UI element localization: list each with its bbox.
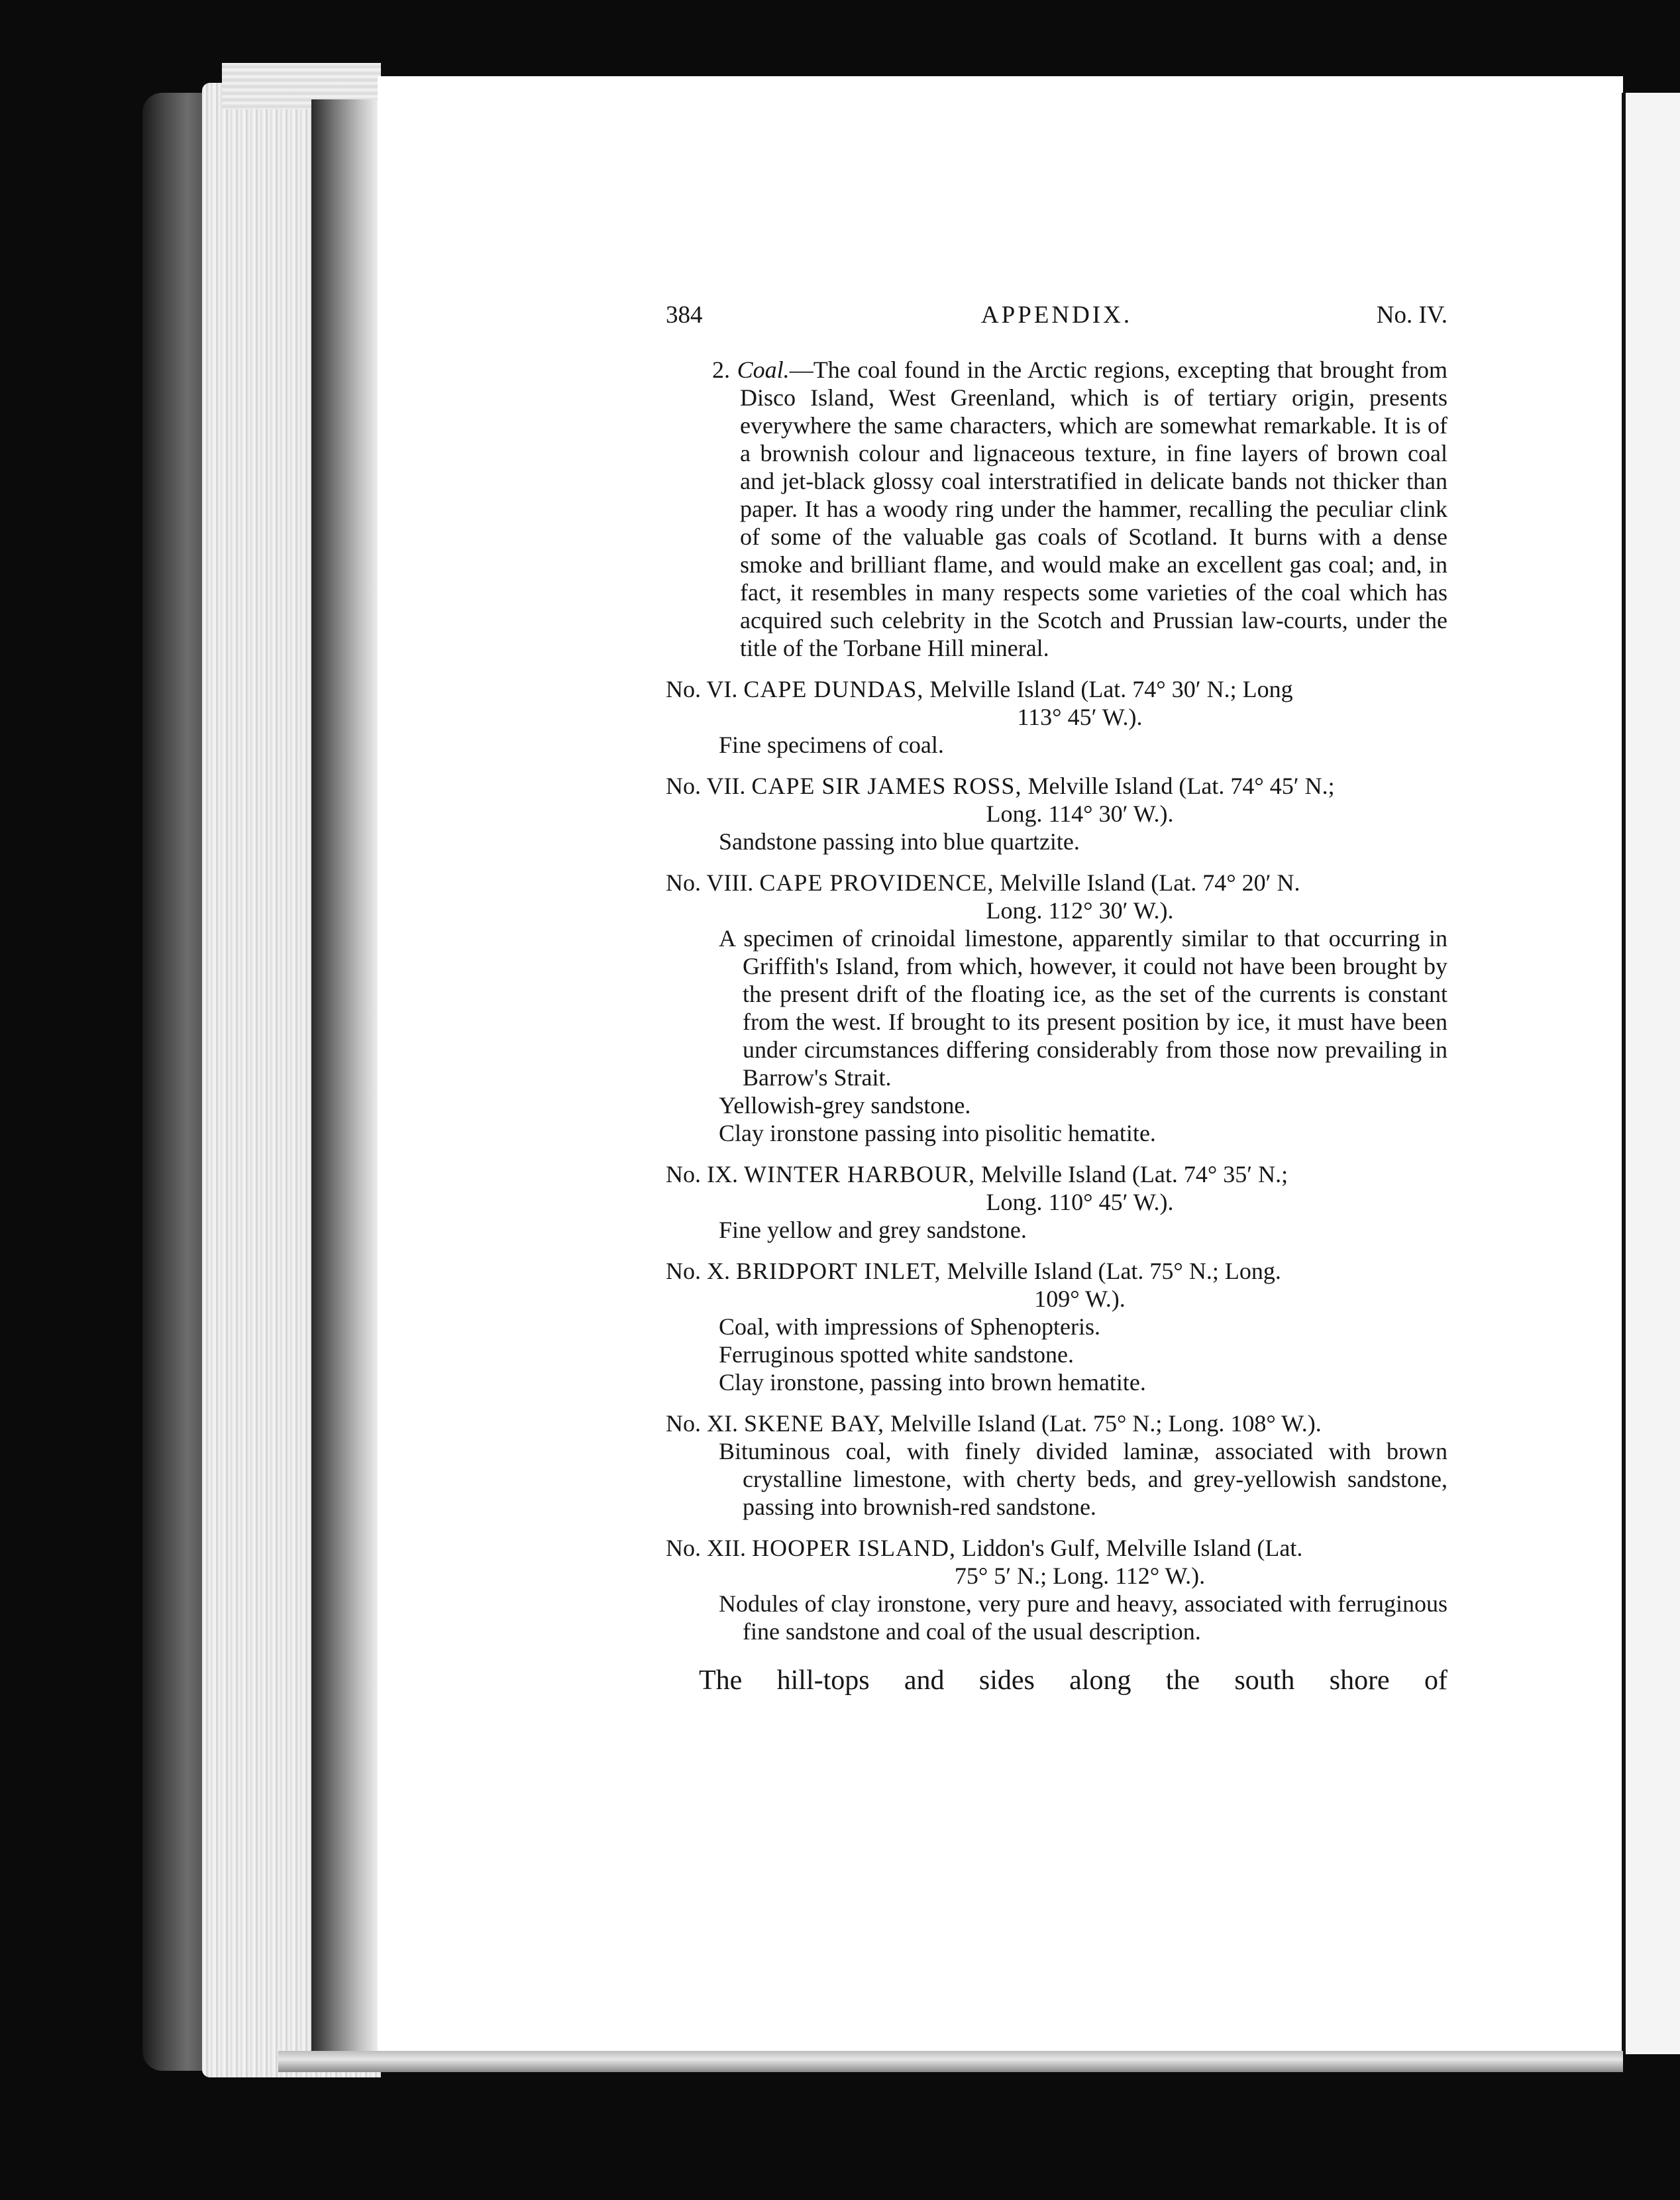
locality-name: CAPE PROVIDENCE,	[759, 869, 994, 896]
locality-coordinates: Melville Island (Lat. 74° 45′ N.;	[1022, 773, 1335, 799]
locality-name: WINTER HARBOUR,	[743, 1161, 975, 1187]
specimen-note: A specimen of crinoidal limestone, apparently similar to that occurring in Griffith's Island, from which, however, it could not have been brought by the present drift of the floating ice, as the set of the currents is constant from the west. If brought to its present position by ice, it must have been under circumstances differing considerably from those now prevailing in Barrow's Strait.	[719, 925, 1447, 1091]
locality-coordinates-continued: 75° 5′ N.; Long. 112° W.).	[954, 1563, 1206, 1589]
specimen-note: Ferruginous spotted white sandstone.	[719, 1341, 1074, 1368]
specimen-note: Clay ironstone, passing into brown hematite.	[719, 1369, 1146, 1396]
locality-coordinates: Melville Island (Lat. 74° 30′ N.; Long	[923, 676, 1293, 702]
specimen-note: Fine specimens of coal.	[719, 732, 944, 758]
locality-coordinates-continued: Long. 110° 45′ W.).	[986, 1189, 1174, 1215]
locality-coordinates-continued: Long. 112° 30′ W.).	[986, 897, 1174, 924]
locality-name: CAPE DUNDAS,	[743, 676, 924, 702]
specimen-note: Nodules of clay ironstone, very pure and heavy, associated with ferruginous fine sandstone and coal of the usual description.	[719, 1590, 1447, 1645]
locality-name: CAPE SIR JAMES ROSS,	[751, 773, 1022, 799]
locality-number: No. IX.	[666, 1161, 738, 1187]
locality-entry	[666, 675, 1447, 759]
closing-line: The hill-tops and sides along the south shore of	[699, 1665, 1447, 1696]
paragraph-term: Coal.	[737, 357, 790, 383]
locality-number: No. VIII.	[666, 869, 754, 896]
locality-entry	[666, 1534, 1447, 1645]
page-bottom-edge	[278, 2051, 1623, 2072]
paragraph-number: 2.	[712, 357, 730, 383]
gutter-shadow	[311, 99, 378, 2061]
locality-heading	[666, 1409, 1447, 1437]
locality-entry	[666, 772, 1447, 855]
locality-coordinates: Melville Island (Lat. 74° 35′ N.;	[974, 1161, 1288, 1187]
locality-heading	[666, 1534, 1447, 1562]
locality-coordinates-continued: Long. 114° 30′ W.).	[986, 800, 1174, 827]
locality-entry	[666, 1160, 1447, 1244]
locality-coordinates: Melville Island (Lat. 75° N.; Long. 108° W.).	[884, 1410, 1322, 1437]
locality-coordinates: Liddon's Gulf, Melville Island (Lat.	[956, 1535, 1303, 1561]
locality-heading	[666, 869, 1447, 897]
locality-number: No. XI.	[666, 1410, 738, 1437]
running-head	[666, 302, 1447, 335]
specimen-note: Bituminous coal, with finely divided laminæ, associated with brown crystalline limestone, with cherty beds, and grey-yellowish sandstone, passing into brownish-red sandstone.	[719, 1438, 1447, 1520]
locality-heading	[666, 1257, 1447, 1285]
running-title: APPENDIX.	[980, 302, 1133, 329]
locality-entry	[666, 1257, 1447, 1396]
locality-list	[666, 675, 1447, 1645]
locality-coordinates: Melville Island (Lat. 75° N.; Long.	[941, 1258, 1281, 1284]
locality-entry	[666, 869, 1447, 1147]
locality-number: No. VII.	[666, 773, 746, 799]
locality-entry	[666, 1409, 1447, 1521]
specimen-note: Clay ironstone passing into pisolitic hematite.	[719, 1120, 1156, 1146]
locality-number: No. X.	[666, 1258, 730, 1284]
specimen-note: Coal, with impressions of Sphenopteris.	[719, 1313, 1100, 1340]
section-number: No. IV.	[1376, 302, 1447, 329]
locality-coordinates-continued: 109° W.).	[1034, 1286, 1126, 1312]
locality-heading	[666, 772, 1447, 800]
locality-heading	[666, 675, 1447, 703]
specimen-note: Sandstone passing into blue quartzite.	[719, 828, 1080, 855]
facing-page	[1626, 93, 1680, 2054]
locality-number: No. XII.	[666, 1535, 746, 1561]
page-content	[666, 302, 1447, 1697]
specimen-note: Yellowish-grey sandstone.	[719, 1092, 971, 1119]
locality-name: HOOPER ISLAND,	[751, 1535, 956, 1561]
locality-coordinates: Melville Island (Lat. 74° 20′ N.	[994, 869, 1300, 896]
locality-name: BRIDPORT INLET,	[736, 1258, 941, 1284]
locality-name: SKENE BAY,	[743, 1410, 885, 1437]
coal-paragraph	[712, 356, 1448, 662]
locality-heading	[666, 1160, 1447, 1188]
locality-number: No. VI.	[666, 676, 738, 702]
locality-coordinates-continued: 113° 45′ W.).	[1017, 704, 1143, 730]
paragraph-text: —The coal found in the Arctic regions, excepting that brought from Disco Island, West Greenland, which is of tertiary origin, presents everywhere the same characters, which are somewhat remarkable. It is of a brownish colour and lignaceous texture, in fine layers of brown coal and jet-black glossy coal interstratified in delicate bands not thicker than paper. It has a woody ring under the hammer, recalling the peculiar clink of some of the valuable gas coals of Scotland. It burns with a dense smoke and brilliant flame, and would make an excellent gas coal; and, in fact, it resembles in many respects some varieties of the coal which has acquired such celebrity in the Scotch and Prussian law-courts, under the title of the Torbane Hill mineral.	[740, 357, 1448, 661]
specimen-note: Fine yellow and grey sandstone.	[719, 1217, 1027, 1243]
page-number: 384	[666, 302, 703, 329]
